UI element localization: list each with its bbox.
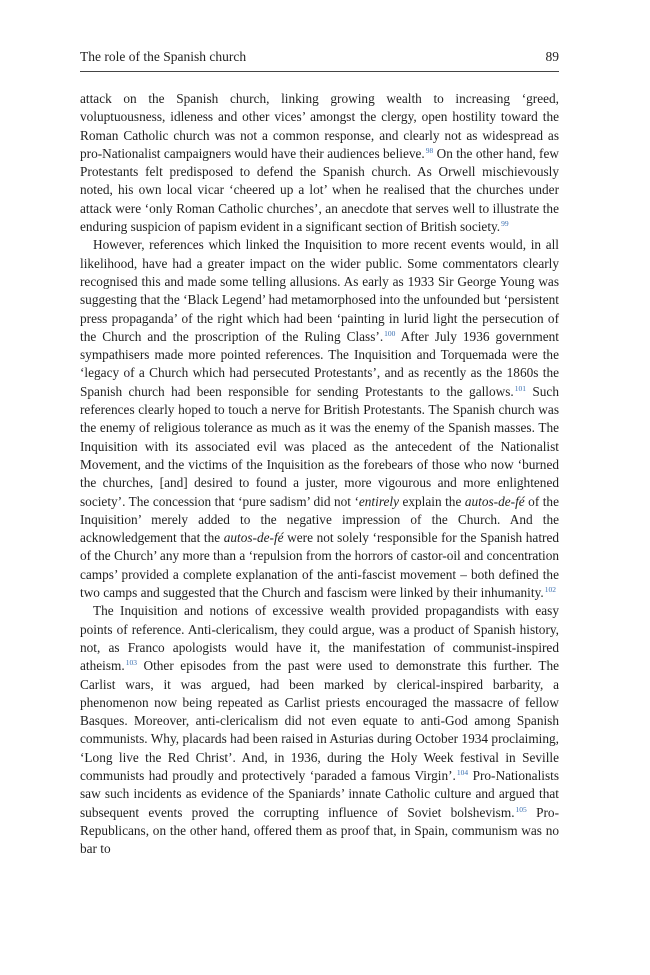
chapter-title: The role of the Spanish church: [80, 49, 247, 64]
running-head: [80, 49, 559, 65]
page-number: 89: [545, 49, 559, 64]
header-rule: [80, 71, 559, 72]
text-run: However, references which linked the Inquisition to more recent events would, in all likelihood, have had a greater impact on the wider public. Some commentators clearly recognised this and made some telling allusions. As early as 1933 Sir George Young was suggesting that the ‘Black Legend’ had metamorphosed into the unfounded but ‘persistent press propaganda’ of the right which had been ‘painting in lurid light the persecution of the Church and the proscription of the Ruling Class’.: [80, 237, 559, 344]
italic-text: autos-de-fé: [464, 493, 525, 509]
italic-text: entirely: [358, 493, 399, 509]
text-run: Other episodes from the past were used to demonstrate this further. The Carlist wars, it was argued, had been marked by clerical-inspired barbarity, a phenomenon now being repeated as Carlist priests encouraged the massacre of fellow Basques. Moreover, anti-clericalism did not even equate to anti-God among Spanish communists. Why, placards had been raised in Asturias during October 1934 proclaiming, ‘Long live the Red Christ’. And, in 1936, during the Holy Week festival in Seville communists had proudly and protectively ‘paraded a famous Virgin’.: [80, 658, 559, 783]
footnote-marker: 104: [456, 767, 469, 777]
text-run: On the other hand, few Protestants felt predisposed to defend the Spanish church. As Orwell mischievously noted, his own local vicar ‘cheered up a lot’ when he realised that the churches under attack were ‘only Roman Catholic churches’, an anecdote that serves well to illustrate the enduring suspicion of papism evident in a significant section of British society.: [80, 145, 559, 235]
footnote-marker: 103: [125, 658, 137, 668]
footnote-marker: 101: [514, 383, 526, 393]
footnote-marker: 105: [515, 804, 527, 814]
footnote-marker: 102: [544, 585, 556, 595]
text-run: explain the: [399, 493, 465, 509]
text-run: attack on the Spanish church, linking growing wealth to increasing ‘greed, voluptuousness, idleness and other vices’ amongst the clergy, open hostility toward the Roman Catholic church was not a common response, and clearly not as widespread as pro-Nationalist campaigners would have their audiences believe.: [80, 91, 559, 161]
book-page: [80, 0, 559, 975]
paragraph: [80, 236, 559, 602]
text-run: were not solely ‘responsible for the Spanish hatred of the Church’ any more than a ‘repulsion from the horrors of castor-oil and concentration camps’ provided a complete explanation of the anti-fascist movement – both defined the two camps and suggested that the Church and fascism were linked by their inhumanity.: [80, 530, 559, 601]
text-run: Pro-Nationalists saw such incidents as evidence of the Spaniards’ innate Catholic culture and argued that subsequent events proved the corrupting influence of Soviet bolshevism.: [80, 767, 559, 820]
body-text: [80, 90, 559, 858]
footnote-marker: 98: [425, 145, 434, 155]
footnote-marker: 100: [384, 328, 396, 338]
text-run: of the Inquisition’ merely added to the negative impression of the Church. And the acknowledgement that the: [80, 493, 559, 546]
text-run: Pro-Republicans, on the other hand, offered them as proof that, in Spain, communism was no bar to: [80, 804, 559, 857]
paragraph: [80, 602, 559, 858]
text-run: After July 1936 government sympathisers made more pointed references. The Inquisition and Torquemada were the ‘legacy of a Church which had persecuted Protestants’, and as recently as the 1860s the Spanish church had been responsible for sending Protestants to the gallows.: [80, 328, 560, 399]
paragraph: [80, 90, 559, 236]
text-run: Such references clearly hoped to touch a nerve for British Protestants. The Spanish church was the enemy of religious tolerance as much as it was the enemy of the Spanish masses. The Inquisition with its associated evil was placed as the antecedent of the Nationalist Movement, and the victims of the Inquisition as the forebears of those who now ‘burned the churches, [and] desired to found a juster, more vigourous and more enlightened society’. The concession that ‘pure sadism’ did not ‘: [80, 383, 559, 509]
text-run: The Inquisition and notions of excessive wealth provided propagandists with easy points of reference. Anti-clericalism, they could argue, was a product of Spanish history, not, as Franco apologists would have it, the manifestation of communist-inspired atheism.: [80, 603, 559, 674]
footnote-marker: 99: [501, 219, 509, 229]
italic-text: autos-de-fé: [223, 530, 284, 546]
